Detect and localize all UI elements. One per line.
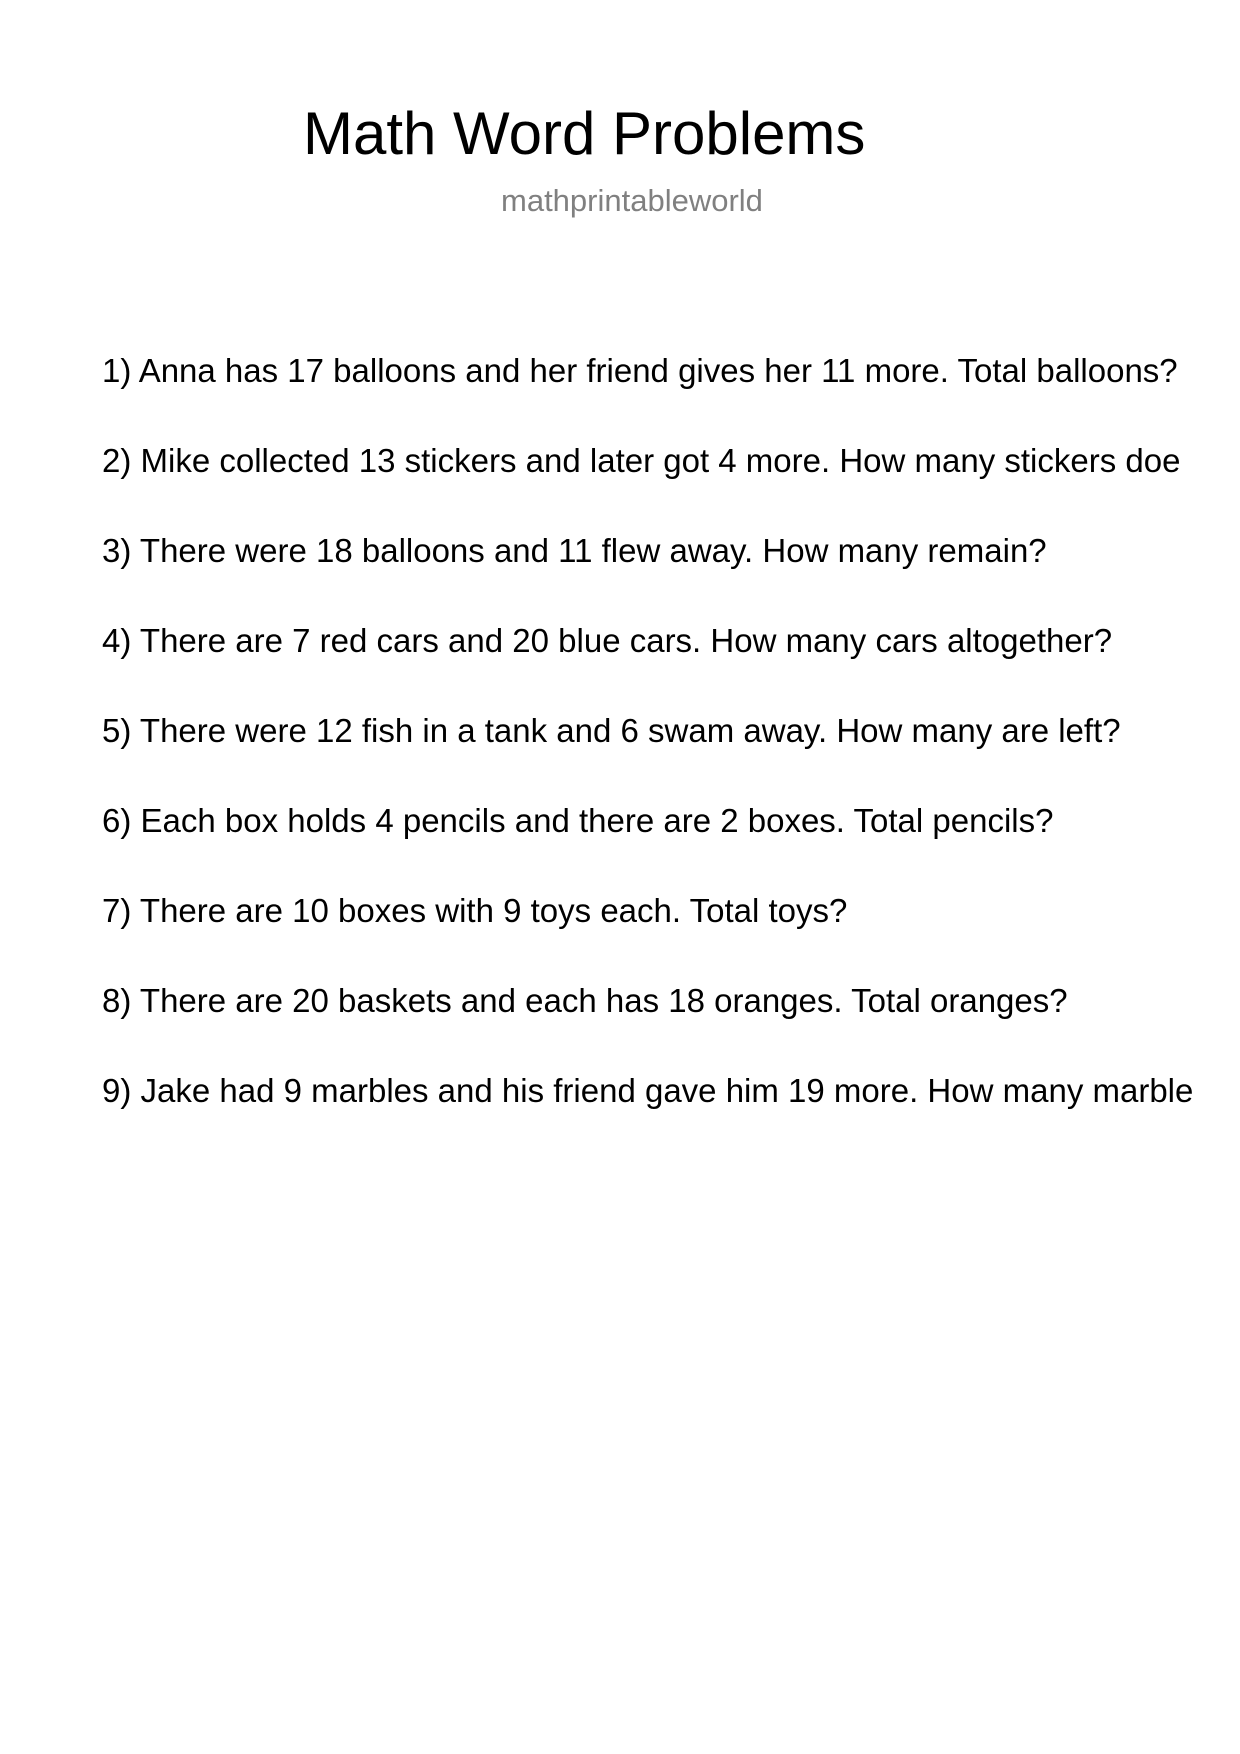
problem-item: 5) There were 12 fish in a tank and 6 swam away. How many are left? <box>102 712 1121 749</box>
problem-item: 8) There are 20 baskets and each has 18 oranges. Total oranges? <box>102 982 1068 1019</box>
problem-item: 9) Jake had 9 marbles and his friend gave him 19 more. How many marble <box>102 1072 1194 1109</box>
problem-item: 7) There are 10 boxes with 9 toys each. Total toys? <box>102 892 848 929</box>
problem-item: 3) There were 18 balloons and 11 flew away. How many remain? <box>102 532 1047 569</box>
problem-item: 4) There are 7 red cars and 20 blue cars. How many cars altogether? <box>102 622 1113 659</box>
problem-item: 2) Mike collected 13 stickers and later got 4 more. How many stickers doe <box>102 442 1181 479</box>
problem-item: 6) Each box holds 4 pencils and there are 2 boxes. Total pencils? <box>102 802 1054 839</box>
problem-item: 1) Anna has 17 balloons and her friend gives her 11 more. Total balloons? <box>102 352 1178 389</box>
problem-list <box>102 354 1193 1164</box>
page-subtitle: mathprintableworld <box>501 183 763 218</box>
page-title: Math Word Problems <box>303 100 866 167</box>
